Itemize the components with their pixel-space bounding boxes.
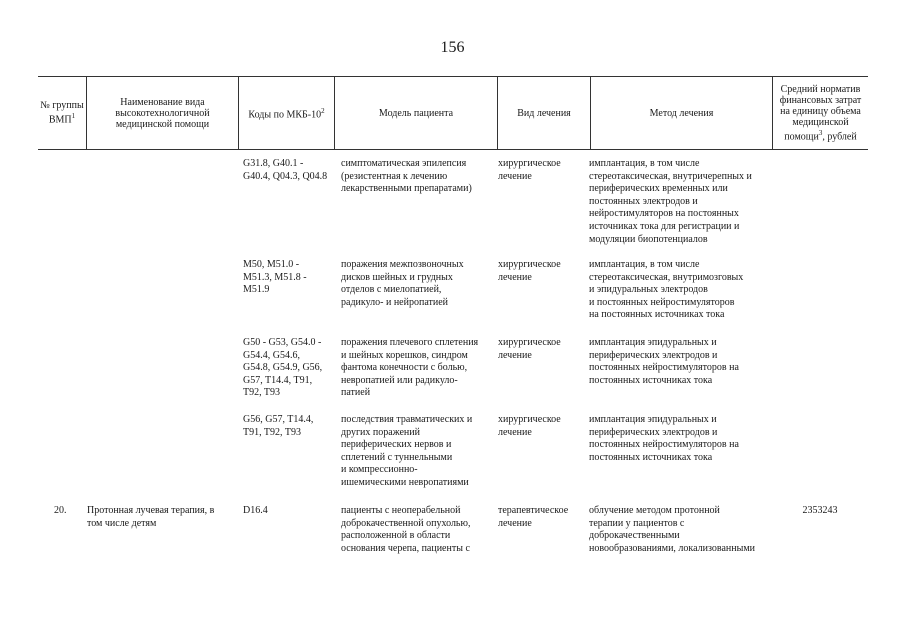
table-cell-treatment-method: имплантация эпидуральных и периферических электродов и постоянных нейростимуляторов на постоянных источниках тока [589,414,739,463]
table-cell-treatment-method: имплантация, в том числе стереотаксическая, внутримозговых и эпидуральных электродов и постоянных нейростимуляторов на постоянных источниках тока [589,259,744,321]
table-cell-patient-model: пациенты с неоперабельной доброкачественной опухолью, расположенной в области основания черепа, пациенты с [341,505,471,554]
table-cell-patient-model: поражения межпозвоночных дисков шейных и грудных отделов с миелопатией, радикуло- и нейропатией [341,259,464,308]
table-cell-codes: D16.4 [243,505,268,516]
table-cell-treatment-method: имплантация эпидуральных и периферических электродов и постоянных нейростимуляторов на постоянных источниках тока [589,337,739,386]
table-cell-codes: G50 - G53, G54.0 - G54.4, G54.6, G54.8, G54.9, G56, G57, T14.4, T91, T92, T93 [243,337,323,399]
table-cell-patient-model: последствия травматических и других поражений периферических нервов и сплетений с туннельными и компрессионно- ишемическими невропатиями [341,414,473,488]
header-treatment-method: Метод лечения [590,77,772,149]
table-cell-treatment-type: хирургическое лечение [498,337,561,361]
table-cell-codes: M50, M51.0 - M51.3, M51.8 - M51.9 [243,259,307,296]
table-cell-treatment-type: хирургическое лечение [498,414,561,438]
table-cell-treatment-type: хирургическое лечение [498,158,561,182]
header-icd-codes: Коды по МКБ-$10^2$ [238,77,334,149]
table-cell-treatment-type: терапевтическое лечение [498,505,569,529]
table-header [38,76,868,150]
table-cell-cost: 2353243 [802,505,838,516]
header-treatment-type: Вид лечения [497,77,590,149]
header-cost-standard: Средний норматив финансовых затрат на единицу объема медицинской помощи$^3$, рублей [772,77,868,149]
header-care-type-name: Наименование вида высокотехнологичной медицинской помощи [86,77,238,149]
table-cell-codes: G31.8, G40.1 - G40.4, Q04.3, Q04.8 [243,158,328,182]
page-number: 156 [440,39,465,56]
table-cell-group-number: 20. [54,505,67,516]
table-cell-treatment-type: хирургическое лечение [498,259,561,283]
header-patient-model: Модель пациента [334,77,497,149]
table-cell-treatment-method: облучение методом протонной терапии у пациентов с доброкачественными новообразованиями, локализованными [589,505,756,554]
table-cell-care-type-name: Протонная лучевая терапия, в том числе детям [87,505,215,529]
table-cell-patient-model: симптоматическая эпилепсия (резистентная к лечению лекарственными препаратами) [341,158,472,195]
table-cell-treatment-method: имплантация, в том числе стереотаксическая, внутричерепных и периферических временных или постоянных электродов и нейростимуляторов на постоянных источниках тока для регистрации и модуляции биопотенциалов [589,158,752,245]
table-cell-codes: G56, G57, T14.4, T91, T92, T93 [243,414,314,438]
header-group-number: № группы ВМП$^1$ [40,100,84,126]
table-cell-patient-model: поражения плечевого сплетения и шейных корешков, синдром фантома конечности с болью, невропатией или радикуло- патией [341,337,479,399]
